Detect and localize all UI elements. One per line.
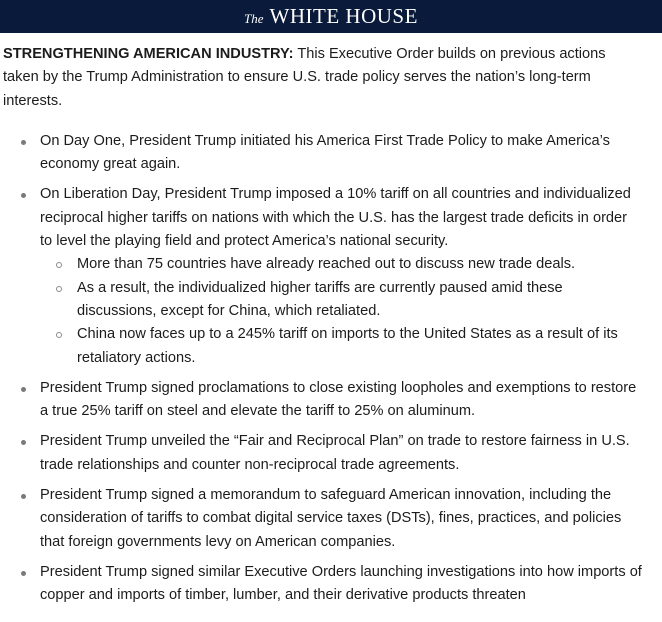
sub-bullet-text: China now faces up to a 245% tariff on imports to the United States as a result of its retaliatory actions. (77, 326, 618, 366)
bullet-list (3, 130, 642, 608)
site-header (0, 0, 662, 33)
logo-the: The (244, 11, 264, 26)
article-body (0, 33, 662, 608)
sub-list-item (40, 323, 642, 370)
list-item (3, 377, 642, 424)
bullet-text: President Trump signed a memorandum to safeguard American innovation, including the consideration of tariffs to combat digital service taxes (DSTs), fines, practices, and policies that foreign governments levy on American companies. (40, 487, 622, 550)
sub-list-item (40, 277, 642, 324)
intro-lead: STRENGTHENING AMERICAN INDUSTRY: (3, 46, 294, 62)
bullet-text: On Liberation Day, President Trump imposed a 10% tariff on all countries and individualized reciprocal higher tariffs on nations with which the U.S. has the largest trade deficits in order to level the playing field and protect America’s national security. (40, 186, 631, 250)
sub-list-item (40, 253, 642, 276)
list-item (3, 484, 642, 554)
intro-text: This Executive Order builds on previous actions taken by the Trump Administration to ensure U.S. trade policy serves the nation’s long-term interests. (3, 46, 606, 109)
sub-bullet-text: As a result, the individualized higher tariffs are currently paused amid these discussions, except for China, which retaliated. (77, 279, 563, 319)
list-item (3, 430, 642, 477)
intro-paragraph (3, 43, 642, 113)
white-house-logo[interactable] (244, 4, 418, 29)
sub-bullet-text: More than 75 countries have already reached out to discuss new trade deals. (77, 256, 576, 273)
list-item (3, 561, 642, 608)
sub-bullet-list (40, 253, 642, 369)
bullet-text: President Trump unveiled the “Fair and Reciprocal Plan” on trade to restore fairness in U.S. trade relationships and counter non-reciprocal trade agreements. (40, 433, 630, 473)
logo-name: WHITE HOUSE (269, 4, 418, 28)
bullet-text: President Trump signed similar Executive Orders launching investigations into how imports of copper and imports of timber, lumber, and their derivative products threaten (40, 563, 642, 604)
bullet-text: On Day One, President Trump initiated his America First Trade Policy to make America’s economy great again. (40, 132, 610, 173)
bullet-text: President Trump signed proclamations to close existing loopholes and exemptions to restore a true 25% tariff on steel and elevate the tariff to 25% on aluminum. (40, 379, 637, 420)
list-item (3, 183, 642, 369)
list-item (3, 130, 642, 177)
